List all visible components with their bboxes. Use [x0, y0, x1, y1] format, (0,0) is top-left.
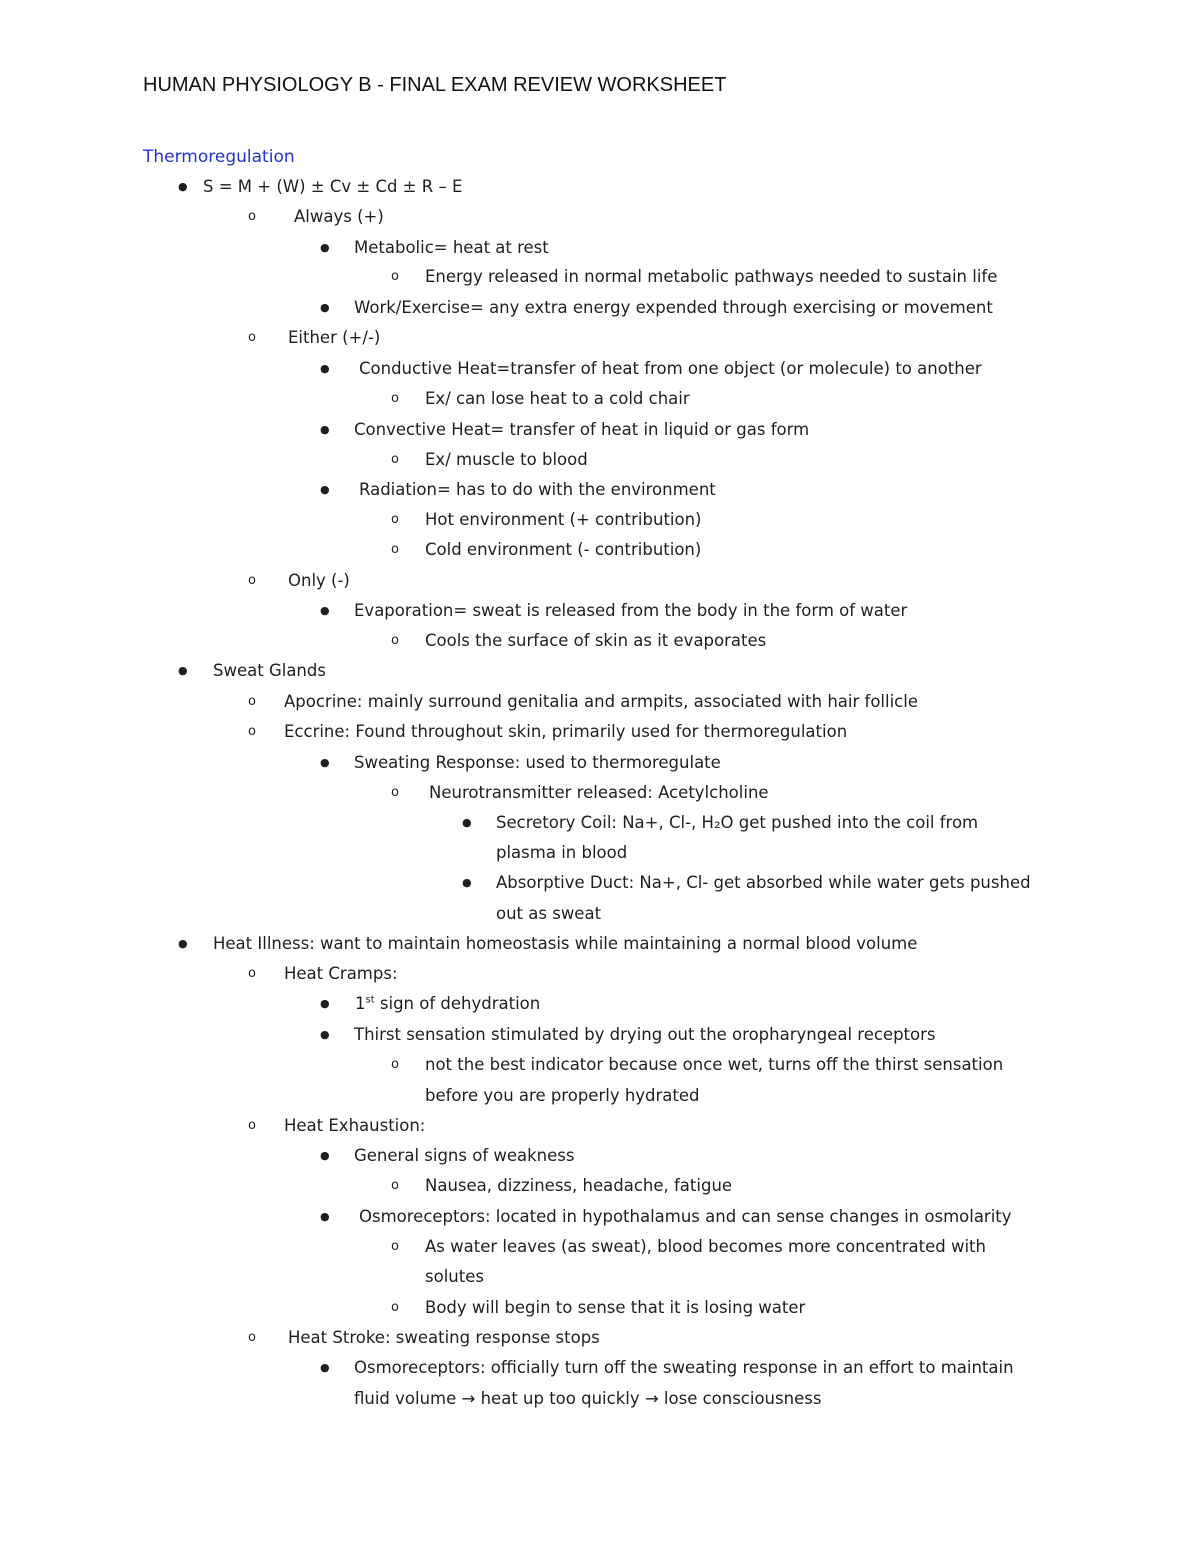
outline-line: Osmoreceptors: officially turn off the sweating response in an effort to maintain	[354, 1358, 1014, 1377]
sub-bullet-icon: o	[391, 391, 399, 406]
outline-line: Evaporation= sweat is released from the body in the form of water	[354, 601, 908, 620]
sub-bullet-icon: o	[248, 724, 256, 739]
bullet-icon: ●	[320, 604, 330, 617]
outline-line: Conductive Heat=transfer of heat from one object (or molecule) to another	[359, 359, 982, 378]
bullet-icon: ●	[320, 756, 330, 769]
outline-line: Work/Exercise= any extra energy expended through exercising or movement	[354, 298, 993, 317]
bullet-icon: ●	[320, 241, 330, 254]
bullet-icon: ●	[320, 423, 330, 436]
sub-bullet-icon: o	[391, 1239, 399, 1254]
outline-line: Cold environment (- contribution)	[425, 540, 702, 559]
outline-line: out as sweat	[496, 904, 602, 923]
outline-line: Energy released in normal metabolic pathways needed to sustain life	[425, 267, 998, 286]
outline-line: General signs of weakness	[354, 1146, 575, 1165]
outline-line: Neurotransmitter released: Acetylcholine	[429, 783, 769, 802]
outline-line: Nausea, dizziness, headache, fatigue	[425, 1176, 733, 1195]
bullet-icon: ●	[320, 362, 330, 375]
section-heading-thermoregulation: Thermoregulation	[143, 147, 295, 167]
outline-line: S = M + (W) ± Cv ± Cd ± R – E	[203, 177, 463, 196]
outline-line: Metabolic= heat at rest	[354, 238, 549, 257]
bullet-icon: ●	[462, 876, 472, 889]
outline-line: As water leaves (as sweat), blood becomes more concentrated with	[425, 1237, 986, 1256]
sub-bullet-icon: o	[248, 694, 256, 709]
outline-line: Sweat Glands	[213, 661, 326, 680]
outline-line: Only (-)	[288, 571, 350, 590]
sub-bullet-icon: o	[391, 269, 399, 284]
bullet-icon: ●	[178, 664, 188, 677]
bullet-icon: ●	[320, 1361, 330, 1374]
outline-line: Absorptive Duct: Na+, Cl- get absorbed while water gets pushed	[496, 873, 1031, 892]
sub-bullet-icon: o	[391, 785, 399, 800]
outline-line: Radiation= has to do with the environment	[359, 480, 716, 499]
bullet-icon: ●	[178, 180, 188, 193]
bullet-icon: ●	[462, 816, 472, 829]
bullet-icon: ●	[320, 1149, 330, 1162]
outline-line: Apocrine: mainly surround genitalia and armpits, associated with hair follicle	[284, 692, 918, 711]
outline-line: 1st sign of dehydration	[355, 994, 541, 1013]
outline-line: Ex/ can lose heat to a cold chair	[425, 389, 690, 408]
outline-line: Sweating Response: used to thermoregulate	[354, 753, 721, 772]
outline-line: solutes	[425, 1267, 484, 1286]
outline-line: not the best indicator because once wet, turns off the thirst sensation	[425, 1055, 1004, 1074]
sub-bullet-icon: o	[248, 330, 256, 345]
outline-line: Hot environment (+ contribution)	[425, 510, 702, 529]
sub-bullet-icon: o	[391, 1178, 399, 1193]
outline-line: Osmoreceptors: located in hypothalamus and can sense changes in osmolarity	[359, 1207, 1012, 1226]
bullet-icon: ●	[320, 997, 330, 1010]
outline-line: Always (+)	[294, 207, 384, 226]
outline-line: Either (+/-)	[288, 328, 381, 347]
outline-line: before you are properly hydrated	[425, 1086, 700, 1105]
outline-line: Heat Exhaustion:	[284, 1116, 426, 1135]
sub-bullet-icon: o	[248, 1330, 256, 1345]
bullet-icon: ●	[320, 1028, 330, 1041]
sub-bullet-icon: o	[391, 1057, 399, 1072]
sub-bullet-icon: o	[391, 512, 399, 527]
sub-bullet-icon: o	[248, 1118, 256, 1133]
outline-line: Heat Stroke: sweating response stops	[288, 1328, 600, 1347]
sub-bullet-icon: o	[391, 633, 399, 648]
sub-bullet-icon: o	[391, 1300, 399, 1315]
outline-line: fluid volume → heat up too quickly → lose consciousness	[354, 1389, 822, 1408]
outline-line: Body will begin to sense that it is losing water	[425, 1298, 806, 1317]
outline-line: Convective Heat= transfer of heat in liquid or gas form	[354, 420, 810, 439]
outline-line: Heat Cramps:	[284, 964, 398, 983]
sub-bullet-icon: o	[248, 966, 256, 981]
page-title: HUMAN PHYSIOLOGY B - FINAL EXAM REVIEW WORKSHEET	[143, 74, 727, 96]
outline-line: Eccrine: Found throughout skin, primarily used for thermoregulation	[284, 722, 848, 741]
sub-bullet-icon: o	[248, 573, 256, 588]
outline-line: Ex/ muscle to blood	[425, 450, 588, 469]
bullet-icon: ●	[320, 483, 330, 496]
outline-line: Secretory Coil: Na+, Cl-, H₂O get pushed into the coil from	[496, 813, 979, 832]
bullet-icon: ●	[320, 301, 330, 314]
outline-line: Cools the surface of skin as it evaporates	[425, 631, 767, 650]
bullet-icon: ●	[320, 1210, 330, 1223]
outline-line: plasma in blood	[496, 843, 628, 862]
outline-line: Thirst sensation stimulated by drying out the oropharyngeal receptors	[354, 1025, 936, 1044]
sub-bullet-icon: o	[391, 542, 399, 557]
bullet-icon: ●	[178, 937, 188, 950]
outline-line: Heat Illness: want to maintain homeostasis while maintaining a normal blood volume	[213, 934, 918, 953]
sub-bullet-icon: o	[391, 452, 399, 467]
sub-bullet-icon: o	[248, 209, 256, 224]
